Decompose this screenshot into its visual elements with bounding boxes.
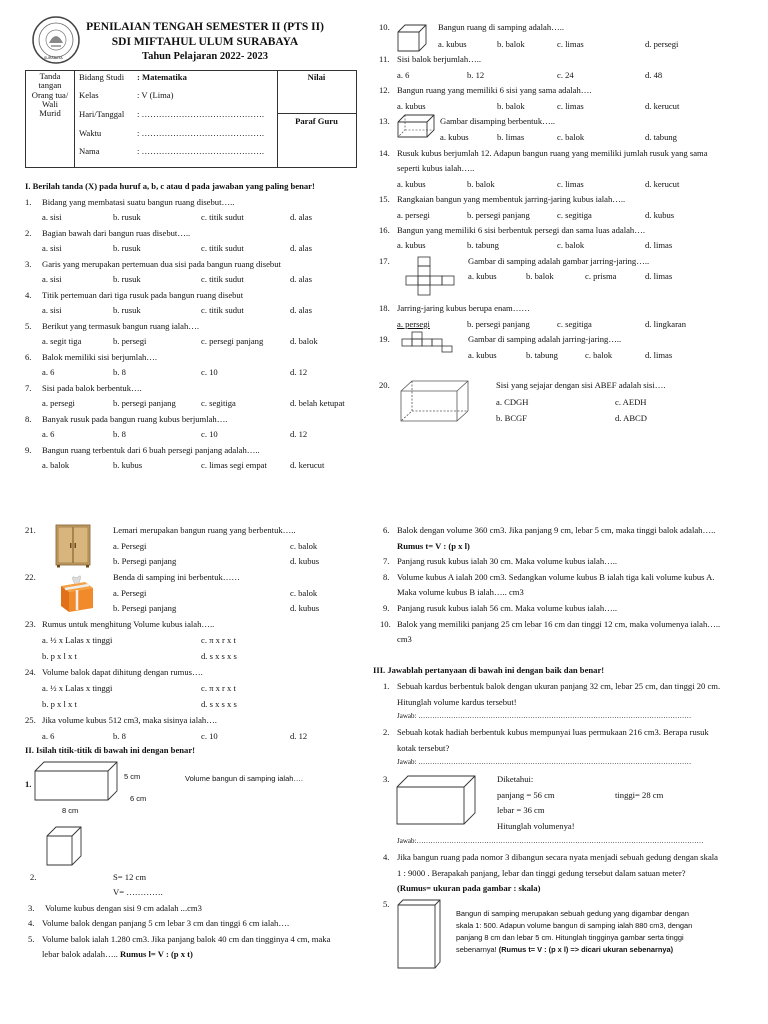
q6-number: 6. (25, 352, 32, 362)
q9-opt-c[interactable]: c. limas segi empat (201, 460, 267, 470)
q2-opt-d[interactable]: d. alas (290, 243, 312, 253)
q14-opt-a[interactable]: a. kubus (397, 179, 426, 189)
q25-opt-d[interactable]: d. 12 (290, 731, 308, 741)
q8-opt-d[interactable]: d. 12 (290, 429, 308, 439)
q8-text: Banyak rusuk pada bangun ruang kubus berjumlah…. (42, 414, 228, 424)
section1-heading: I. Berilah tanda (X) pada huruf a, b, c atau d pada jawaban yang paling benar! (25, 181, 315, 191)
q1-opt-a[interactable]: a. sisi (42, 212, 62, 222)
section2-heading: II. Isilah titik-titik di bawah ini dengan benar! (25, 745, 196, 755)
q13-opt-d[interactable]: d. tabung (645, 132, 677, 142)
q17-opt-b[interactable]: b. balok (526, 271, 554, 281)
q22-text: Benda di samping ini berbentuk…… (113, 572, 240, 582)
q12-opt-a[interactable]: a. kubus (397, 101, 426, 111)
q11-opt-c[interactable]: c. 24 (557, 70, 574, 80)
q8-opt-c[interactable]: c. 10 (201, 429, 218, 439)
s2q1-length-label: 8 cm (62, 806, 79, 815)
q20-opt-a[interactable]: a. CDGH (496, 397, 529, 407)
q6-opt-a[interactable]: a. 6 (42, 367, 55, 377)
q21-opt-c[interactable]: c. balok (290, 541, 318, 551)
s3q3-given-label: Diketahui: (497, 774, 534, 784)
q24-opt-a[interactable]: a. ½ x Lalas x tinggi (42, 683, 113, 693)
q4-opt-d[interactable]: d. alas (290, 305, 312, 315)
q11-text: Sisi balok berjumlah….. (397, 54, 482, 64)
q20-opt-d[interactable]: d. ABCD (615, 413, 647, 423)
q25-opt-a[interactable]: a. 6 (42, 731, 55, 741)
p2-q10-text: Balok yang memiliki panjang 25 cm lebar 16 cm dan tinggi 12 cm, maka volumenya ialah….. (397, 619, 721, 629)
q19-number: 19. (379, 334, 390, 344)
s3q2-number: 2. (383, 727, 390, 737)
subject-value: : Matematika (137, 72, 187, 82)
q3-text: Garis yang merupakan pertemuan dua sisi pada bangun ruang disebut (42, 259, 281, 269)
q11-opt-a[interactable]: a. 6 (397, 70, 410, 80)
q2-opt-c[interactable]: c. titik sudut (201, 243, 244, 253)
school-year: Tahun Pelajaran 2022- 2023 (142, 51, 268, 62)
q7-text: Sisi pada balok berbentuk…. (42, 383, 142, 393)
s2q4-text: Volume balok dengan panjang 5 cm lebar 3 cm dan tinggi 6 cm ialah…. (42, 918, 290, 928)
q3-opt-c[interactable]: c. titik sudut (201, 274, 244, 284)
q12-opt-b[interactable]: b. balok (497, 101, 525, 111)
q12-opt-d[interactable]: d. kerucut (645, 101, 680, 111)
s3q5-text-line4: sebenarnya! (Rumus t= V : (p x l) => dicari ukuran sebenarnya) (456, 945, 674, 954)
q19-opt-c[interactable]: c. balok (585, 350, 613, 360)
q25-opt-b[interactable]: b. 8 (113, 731, 126, 741)
q15-opt-d[interactable]: d. kubus (645, 210, 675, 220)
q22-opt-a[interactable]: a. Persegi (113, 588, 147, 598)
q21-opt-a[interactable]: a. Persegi (113, 541, 147, 551)
q21-opt-d[interactable]: d. kubus (290, 556, 320, 566)
q10-text: Bangun ruang di samping adalah….. (438, 22, 565, 32)
q22-opt-b[interactable]: b. Persegi panjang (113, 603, 177, 613)
q12-text: Bangun ruang yang memiliki 6 sisi yang sama adalah…. (397, 85, 592, 95)
s2q4-number: 4. (28, 918, 35, 928)
q21-number: 21. (25, 525, 36, 535)
q19-text: Gambar di samping adalah jarring-jaring….. (468, 334, 622, 344)
section3-heading: III. Jawablah pertanyaan di bawah ini dengan baik dan benar! (373, 665, 605, 675)
q14-opt-b[interactable]: b. balok (467, 179, 495, 189)
q25-number: 25. (25, 715, 36, 725)
q23-opt-b[interactable]: b. p x l x t (42, 651, 77, 661)
s3q4-number: 4. (383, 852, 390, 862)
q15-text: Rangkaian bangun yang membentuk jarring-jaring kubus ialah….. (397, 194, 626, 204)
q16-opt-a[interactable]: a. kubus (397, 240, 426, 250)
q5-number: 5. (25, 321, 32, 331)
s3q2-answer-line[interactable]: Jawab: ……………………………………………………………………………………………………… (397, 758, 692, 766)
q10-opt-a[interactable]: a. kubus (438, 39, 467, 49)
q7-opt-d[interactable]: d. belah ketupat (290, 398, 345, 408)
q23-opt-d[interactable]: d. s x s x s (201, 651, 237, 661)
id-row-subject: Bidang Studi (79, 72, 125, 82)
q4-opt-a[interactable]: a. sisi (42, 305, 62, 315)
q5-text: Berikut yang termasuk bangun ruang ialah…. (42, 321, 200, 331)
q1-opt-c[interactable]: c. titik sudut (201, 212, 244, 222)
q22-opt-d[interactable]: d. kubus (290, 603, 320, 613)
school-name: SDI MIFTAHUL ULUM SURABAYA (111, 36, 299, 48)
q21-opt-b[interactable]: b. Persegi panjang (113, 556, 177, 566)
s2q1-width-label: 6 cm (130, 794, 147, 803)
q24-opt-d[interactable]: d. s x s x s (201, 699, 237, 709)
q24-text: Volume balok dapat dihitung dengan rumus…. (42, 667, 203, 677)
s2q1-text: Volume bangun di samping ialah…. (185, 774, 303, 783)
q2-opt-a[interactable]: a. sisi (42, 243, 62, 253)
s3q3-answer-line[interactable]: Jawab:…………………………………………………………………………………………………………… (397, 837, 704, 845)
s2q5-text-cont: lebar balok adalah….. Rumus l= V : (p x t) (42, 949, 193, 959)
teacher-paraf-label: Paraf Guru (295, 116, 338, 126)
q9-opt-a[interactable]: a. balok (42, 460, 70, 470)
q18-number: 18. (379, 303, 390, 313)
s3q4-formula: (Rumus= ukuran pada gambar : skala) (397, 883, 541, 893)
s3q2-text-cont: kotak tersebut? (397, 743, 450, 753)
p2-q9-number: 9. (383, 603, 390, 613)
id-row-time: Waktu (79, 128, 102, 138)
q14-opt-c[interactable]: c. limas (557, 179, 584, 189)
q5-opt-a[interactable]: a. segit tiga (42, 336, 82, 346)
s2q5-text: Volume balok ialah 1.280 cm3. Jika panjang balok 40 cm dan tingginya 4 cm, maka (42, 934, 331, 944)
q4-text: Titik pertemuan dari tiga rusuk pada bangun ruang disebut (42, 290, 244, 300)
q21-text: Lemari merupakan bangun ruang yang berbentuk….. (113, 525, 296, 535)
q9-opt-b[interactable]: b. kubus (113, 460, 143, 470)
q16-number: 16. (379, 225, 390, 235)
s3q5-number: 5. (383, 899, 390, 909)
q17-opt-d[interactable]: d. limas (645, 271, 673, 281)
q4-number: 4. (25, 290, 32, 300)
s2q1-number: 1. (25, 779, 32, 789)
q13-opt-c[interactable]: c. balok (557, 132, 585, 142)
q8-opt-b[interactable]: b. 8 (113, 429, 126, 439)
s2q3-text: Volume kubus dengan sisi 9 cm adalah ...cm3 (45, 903, 202, 913)
logo-text: SURABAYA (44, 56, 63, 60)
p2-q8-text-cont: Maka volume kubus B ialah….. cm3 (397, 587, 524, 597)
p2-q6-text: Balok dengan volume 360 cm3. Jika panjang 9 cm, lebar 5 cm, maka tinggi balok adalah….. (397, 525, 716, 535)
q25-opt-c[interactable]: c. 10 (201, 731, 218, 741)
q16-text: Bangun yang memiliki 6 sisi berbentuk persegi dan sama luas adalah…. (397, 225, 645, 235)
q10-opt-b[interactable]: b. balok (497, 39, 525, 49)
p2-q10-text-cont: cm3 (397, 634, 412, 644)
q14-text-cont: seperti kubus ialah….. (397, 163, 475, 173)
q5-opt-b[interactable]: b. persegi (113, 336, 147, 346)
s3q3-length: panjang = 56 cm (497, 790, 555, 800)
q13-number: 13. (379, 116, 390, 126)
q10-opt-d[interactable]: d. persegi (645, 39, 679, 49)
s2q3-number: 3. (28, 903, 35, 913)
q7-opt-a[interactable]: a. persegi (42, 398, 75, 408)
s3q2-text: Sebuah kotak hadiah berbentuk kubus mempunyai luas permukaan 216 cm3. Berapa rusuk (397, 727, 709, 737)
s3q3-instruction: Hitunglah volumenya! (497, 821, 575, 831)
q20-text: Sisi yang sejajar dengan sisi ABEF adalah sisi…. (496, 380, 666, 390)
q6-opt-d[interactable]: d. 12 (290, 367, 308, 377)
date-field[interactable]: : ……………………………………. (137, 109, 264, 119)
q25-text: Jika volume kubus 512 cm3, maka sisinya ialah…. (42, 715, 217, 725)
s3q1-answer-line[interactable]: Jawab: ……………………………………………………………………………………………………… (397, 712, 692, 720)
q1-opt-d[interactable]: d. alas (290, 212, 312, 222)
parent-signature-label: Tanda tangan Orang tua/ Wali Murid (31, 71, 69, 119)
p2-q8-number: 8. (383, 572, 390, 582)
q5-opt-d[interactable]: d. balok (290, 336, 318, 346)
s3q5-text-line2: skala 1: 500. Adapun volume bangun di samping ialah 880 cm3, dengan (456, 921, 693, 930)
name-field[interactable]: : ……………………………………. (137, 146, 264, 156)
q17-text: Gambar di samping adalah gambar jarring-jaring….. (468, 256, 650, 266)
q23-opt-a[interactable]: a. ½ x Lalas x tinggi (42, 635, 113, 645)
s2q1-height-label: 5 cm (124, 772, 141, 781)
q6-opt-c[interactable]: c. 10 (201, 367, 218, 377)
q10-opt-c[interactable]: c. limas (557, 39, 584, 49)
q15-opt-b[interactable]: b. persegi panjang (467, 210, 530, 220)
s3q1-text-cont: Hitunglah volume kardus tersebut! (397, 697, 517, 707)
q7-opt-b[interactable]: b. persegi panjang (113, 398, 176, 408)
s3q5-text-line3: panjang 8 cm dan lebar 5 cm. Hitunglah tingginya gambar serta tinggi (456, 933, 684, 942)
q13-opt-b[interactable]: b. limas (497, 132, 525, 142)
s3q4-text-cont: 1 : 9000 . Berapakah panjang, lebar dan tinggi gedung tersebut dalam satuan meter? (397, 868, 686, 878)
q12-opt-c[interactable]: c. limas (557, 101, 584, 111)
time-field[interactable]: : ……………………………………. (137, 128, 264, 138)
q10-number: 10. (379, 22, 390, 32)
q24-number: 24. (25, 667, 36, 677)
s3q1-text: Sebuah kardus berbentuk balok dengan ukuran panjang 32 cm, lebar 25 cm, dan tinggi 20 cm. (397, 681, 721, 691)
q19-opt-b[interactable]: b. tabung (526, 350, 558, 360)
q22-opt-c[interactable]: c. balok (290, 588, 318, 598)
id-row-class: Kelas (79, 90, 99, 100)
q20-opt-b[interactable]: b. BCGF (496, 413, 528, 423)
q23-text: Rumus untuk menghitung Volume kubus ialah….. (42, 619, 215, 629)
p2-q9-text: Panjang rusuk kubus ialah 56 cm. Maka volume kubus ialah….. (397, 603, 618, 613)
q4-opt-c[interactable]: c. titik sudut (201, 305, 244, 315)
cuboid-8x6x5-drawing (34, 761, 118, 801)
p2-q6-formula: Rumus t= V : (p x l) (397, 541, 470, 551)
q15-number: 15. (379, 194, 390, 204)
identity-box (25, 70, 357, 168)
q23-number: 23. (25, 619, 36, 629)
q1-text: Bidang yang membatasi suatu bangun ruang disebut….. (42, 197, 235, 207)
q17-number: 17. (379, 256, 390, 266)
q14-text: Rusuk kubus berjumlah 12. Adapun bangun ruang yang memiliki jumlah rusuk yang sama (397, 148, 708, 158)
q16-opt-b[interactable]: b. tabung (467, 240, 499, 250)
q18-opt-a[interactable]: a. persegi (397, 319, 430, 329)
gift-box-icon (55, 572, 97, 614)
q12-number: 12. (379, 85, 390, 95)
q3-opt-b[interactable]: b. rusuk (113, 274, 141, 284)
q15-opt-c[interactable]: c. segitiga (557, 210, 592, 220)
s3q3-number: 3. (383, 774, 390, 784)
q15-opt-a[interactable]: a. persegi (397, 210, 430, 220)
q18-opt-d[interactable]: d. lingkaran (645, 319, 687, 329)
id-row-name: Nama (79, 146, 100, 156)
s2q2-volume-blank[interactable]: V= …………. (113, 887, 163, 897)
q6-opt-b[interactable]: b. 8 (113, 367, 126, 377)
building-cuboid-drawing (397, 899, 441, 969)
q5-opt-c[interactable]: c. persegi panjang (201, 336, 264, 346)
s2q5-number: 5. (28, 934, 35, 944)
q24-opt-b[interactable]: b. p x l x t (42, 699, 77, 709)
exam-title: PENILAIAN TENGAH SEMESTER II (PTS II) (86, 21, 324, 33)
q9-text: Bangun ruang terbentuk dari 6 buah persegi panjang adalah….. (42, 445, 260, 455)
id-row-date: Hari/Tanggal (79, 109, 125, 119)
q14-opt-d[interactable]: d. kerucut (645, 179, 680, 189)
cuboid-net-icon (400, 256, 464, 296)
q24-opt-c[interactable]: c. π x r x t (201, 683, 236, 693)
p2-q7-text: Panjang rusuk kubus ialah 30 cm. Maka volume kubus ialah….. (397, 556, 618, 566)
q14-number: 14. (379, 148, 390, 158)
q19-opt-d[interactable]: d. limas (645, 350, 673, 360)
q2-text: Bagian bawah dari bangun ruas disebut….. (42, 228, 191, 238)
p2-q10-number: 10. (380, 619, 391, 629)
q19-opt-a[interactable]: a. kubus (468, 350, 497, 360)
cuboid-icon (397, 114, 435, 138)
q2-number: 2. (25, 228, 32, 238)
p2-q7-number: 7. (383, 556, 390, 566)
q3-opt-a[interactable]: a. sisi (42, 274, 62, 284)
cube-12cm-drawing (46, 826, 82, 866)
q9-number: 9. (25, 445, 32, 455)
cuboid-56x36x28-drawing (396, 775, 476, 825)
q16-opt-d[interactable]: d. limas (645, 240, 673, 250)
q8-number: 8. (25, 414, 32, 424)
q3-number: 3. (25, 259, 32, 269)
q23-opt-c[interactable]: c. π x r x t (201, 635, 236, 645)
q1-number: 1. (25, 197, 32, 207)
wardrobe-icon (55, 524, 91, 568)
cube-net-icon (400, 331, 456, 353)
q18-opt-b[interactable]: b. persegi panjang (467, 319, 530, 329)
q7-number: 7. (25, 383, 32, 393)
q2-opt-b[interactable]: b. rusuk (113, 243, 141, 253)
q11-number: 11. (379, 54, 390, 64)
q9-opt-d[interactable]: d. kerucut (290, 460, 325, 470)
score-label: Nilai (307, 72, 326, 82)
q11-opt-d[interactable]: d. 48 (645, 70, 663, 80)
s3q4-text: Jika bangun ruang pada nomor 3 dibangun secara nyata menjadi sebuah gedung dengan skala (397, 852, 718, 862)
q20-number: 20. (379, 380, 390, 390)
q6-text: Balok memiliki sisi berjumlah…. (42, 352, 158, 362)
q16-opt-c[interactable]: c. balok (557, 240, 585, 250)
q13-opt-a[interactable]: a. kubus (440, 132, 469, 142)
q13-text: Gambar disamping berbentuk….. (440, 116, 556, 126)
q1-opt-b[interactable]: b. rusuk (113, 212, 141, 222)
p2-q6-number: 6. (383, 525, 390, 535)
s3q3-width: lebar = 36 cm (497, 805, 545, 815)
q17-opt-a[interactable]: a. kubus (468, 271, 497, 281)
labeled-cuboid-icon (398, 377, 472, 425)
s2q2-side-label: S= 12 cm (113, 872, 147, 882)
q8-opt-a[interactable]: a. 6 (42, 429, 55, 439)
q18-opt-c[interactable]: c. segitiga (557, 319, 592, 329)
s2q2-number: 2. (30, 872, 37, 882)
q7-opt-c[interactable]: c. segitiga (201, 398, 236, 408)
q18-text: Jarring-jaring kubus berupa enam…… (397, 303, 530, 313)
class-value: : V (Lima) (137, 90, 174, 100)
q20-opt-c[interactable]: c. AEDH (615, 397, 647, 407)
s3q5-text-line1: Bangun di samping merupakan sebuah gedung yang digambar dengan (456, 909, 689, 918)
cube-icon (397, 24, 427, 52)
q17-opt-c[interactable]: c. prisma (585, 271, 617, 281)
q11-opt-b[interactable]: b. 12 (467, 70, 485, 80)
q22-number: 22. (25, 572, 36, 582)
s3q1-number: 1. (383, 681, 390, 691)
q3-opt-d[interactable]: d. alas (290, 274, 312, 284)
q4-opt-b[interactable]: b. rusuk (113, 305, 141, 315)
p2-q8-text: Volume kubus A ialah 200 cm3. Sedangkan volume kubus B ialah tiga kali volume kubus A. (397, 572, 715, 582)
s3q3-height: tinggi= 28 cm (615, 790, 664, 800)
